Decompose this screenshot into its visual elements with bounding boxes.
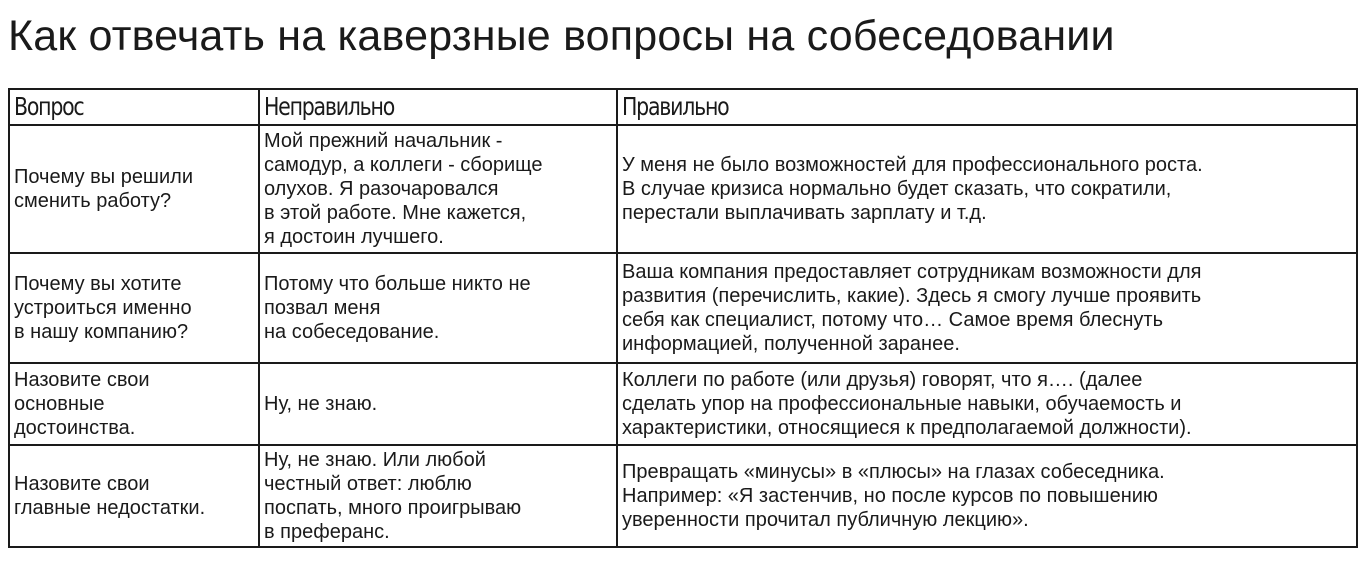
header-wrong	[259, 89, 617, 125]
table-row	[9, 363, 1357, 445]
table-header-row	[9, 89, 1357, 125]
question-text: Назовите свои главные недостатки.	[14, 473, 206, 519]
right-answer-cell	[617, 445, 1357, 547]
right-answer-text: Превращать «минусы» в «плюсы» на глазах собеседника. Например: «Я застенчив, но после курсов по повышению уверенности прочитал публичную лекцию».	[622, 461, 1165, 531]
table-row	[9, 125, 1357, 253]
header-right	[617, 89, 1357, 125]
header-wrong-label: Неправильно	[264, 92, 395, 121]
wrong-answer-cell	[259, 363, 617, 445]
wrong-answer-text: Ну, не знаю. Или любой честный ответ: люблю поспать, много проигрываю в преферанс.	[264, 449, 522, 543]
wrong-answer-cell	[259, 125, 617, 253]
page-title: Как отвечать на каверзные вопросы на собеседовании	[8, 12, 1115, 60]
right-answer-text: У меня не было возможностей для профессионального роста. В случае кризиса нормально будет сказать, что сократили, перестали выплачивать зарплату и т.д.	[622, 154, 1203, 224]
wrong-answer-text: Ну, не знаю.	[264, 393, 378, 415]
table-row	[9, 445, 1357, 547]
question-cell	[9, 445, 259, 547]
table-row	[9, 253, 1357, 363]
header-question-label: Вопрос	[14, 92, 84, 121]
wrong-answer-text: Потому что больше никто не позвал меня на собеседование.	[264, 273, 531, 343]
wrong-answer-text: Мой прежний начальник - самодур, а коллеги - сборище олухов. Я разочаровался в этой работе. Мне кажется, я достоин лучшего.	[264, 130, 543, 248]
question-cell	[9, 253, 259, 363]
right-answer-cell	[617, 253, 1357, 363]
wrong-answer-cell	[259, 445, 617, 547]
question-cell	[9, 125, 259, 253]
right-answer-cell	[617, 125, 1357, 253]
question-text: Назовите свои основные достоинства.	[14, 369, 150, 439]
right-answer-cell	[617, 363, 1357, 445]
header-question	[9, 89, 259, 125]
right-answer-text: Ваша компания предоставляет сотрудникам возможности для развития (перечислить, какие). Здесь я смогу лучше проявить себя как специалист, потому что… Самое время блеснуть информацией, полученной заранее.	[622, 261, 1202, 355]
question-text: Почему вы решили сменить работу?	[14, 166, 193, 212]
question-cell	[9, 363, 259, 445]
question-text: Почему вы хотите устроиться именно в нашу компанию?	[14, 273, 192, 343]
qa-table	[8, 88, 1358, 548]
header-right-label: Правильно	[622, 92, 729, 121]
wrong-answer-cell	[259, 253, 617, 363]
right-answer-text: Коллеги по работе (или друзья) говорят, что я…. (далее сделать упор на профессиональные навыки, обучаемость и характеристики, относящиеся к предполагаемой должности).	[622, 369, 1192, 439]
